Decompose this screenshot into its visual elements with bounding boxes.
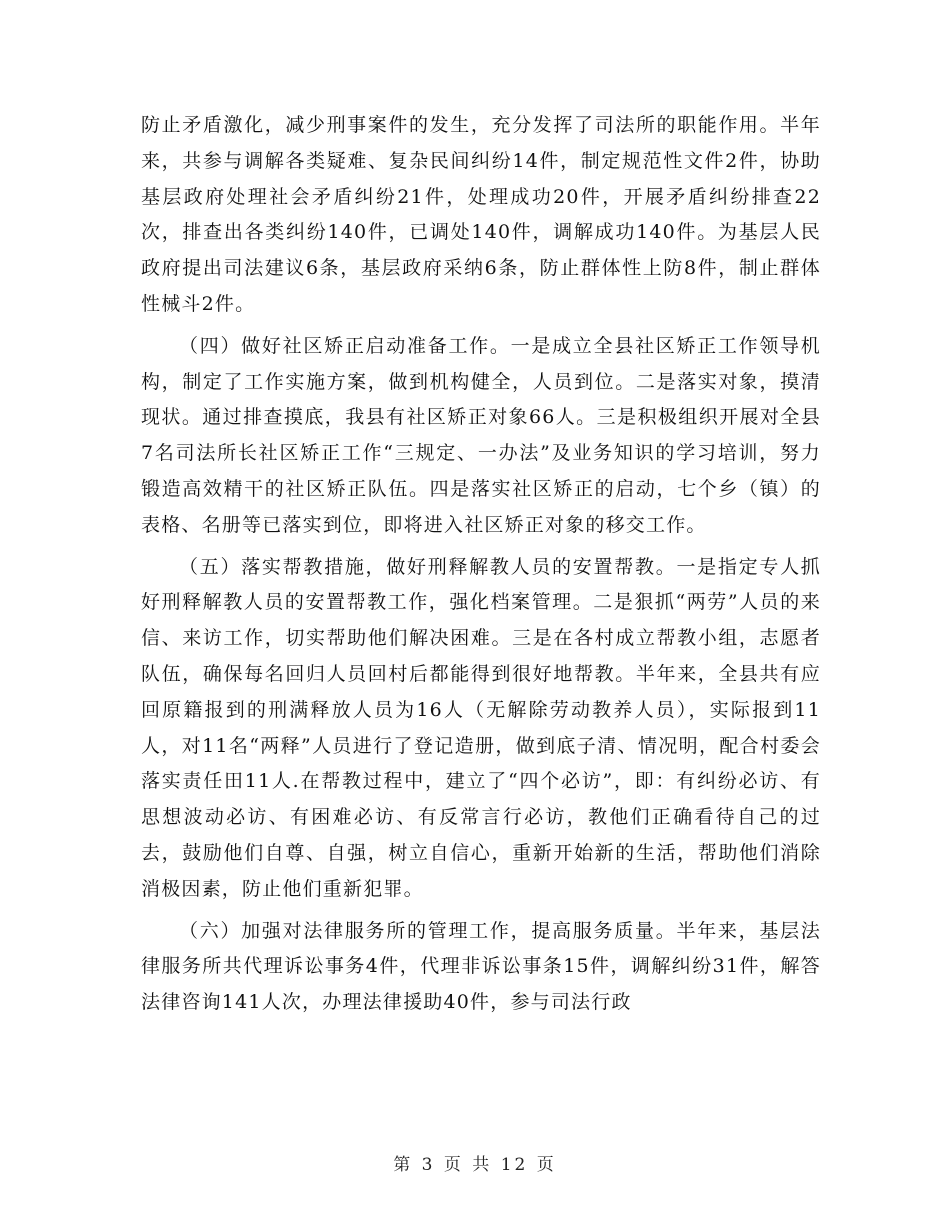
document-body [141,108,821,1027]
paragraph-continuation: 防止矛盾激化，减少刑事案件的发生，充分发挥了司法所的职能作用。半年来，共参与调解各类疑难、复杂民间纠纷14件，制定规范性文件2件，协助基层政府处理社会矛盾纠纷21件，处理成功20件，开展矛盾纠纷排查22次，排查出各类纠纷140件，已调处140件，调解成功140件。为基层人民政府提出司法建议6条，基层政府采纳6条，防止群体性上防8件，制止群体性械斗2件。 [141,114,821,315]
paragraph-community-correction: （四）做好社区矫正启动准备工作。一是成立全县社区矫正工作领导机构，制定了工作实施方案，做到机构健全，人员到位。二是落实对象，摸清现状。通过排查摸底，我县有社区矫正对象66人。三是积极组织开展对全县7名司法所长社区矫正工作“三规定、一办法”及业务知识的学习培训，努力锻造高效精干的社区矫正队伍。四是落实社区矫正的启动，七个乡（镇）的表格、名册等已落实到位，即将进入社区矫正对象的移交工作。 [141,334,821,536]
paragraph-legal-services: （六）加强对法律服务所的管理工作，提高服务质量。半年来，基层法律服务所共代理诉讼事务4件，代理非诉讼事条15件，调解纠纷31件，解答法律咨询141人次，办理法律援助40件，参与司法行政 [141,919,821,1014]
paragraph-resettlement-assistance: （五）落实帮教措施，做好刑释解教人员的安置帮教。一是指定专人抓好刑释解教人员的安置帮教工作，强化档案管理。二是狠抓“两劳”人员的来信、来访工作，切实帮助他们解决困难。三是在各村成立帮教小组，志愿者队伍，确保每名回归人员回村后都能得到很好地帮教。半年来，全县共有应回原籍报到的刑满释放人员为16人（无解除劳动教养人员），实际报到11人，对11名“两释”人员进行了登记造册，做到底子清、情况明，配合村委会落实责任田11人.在帮教过程中，建立了“四个必访”，即：有纠纷必访、有思想波动必访、有困难必访、有反常言行必访，教他们正确看待自己的过去，鼓励他们自尊、自强，树立自信心，重新开始新的生活，帮助他们消除消极因素，防止他们重新犯罪。 [141,555,821,900]
page-footer: 第 3 页 共 12 页 [393,1155,557,1175]
